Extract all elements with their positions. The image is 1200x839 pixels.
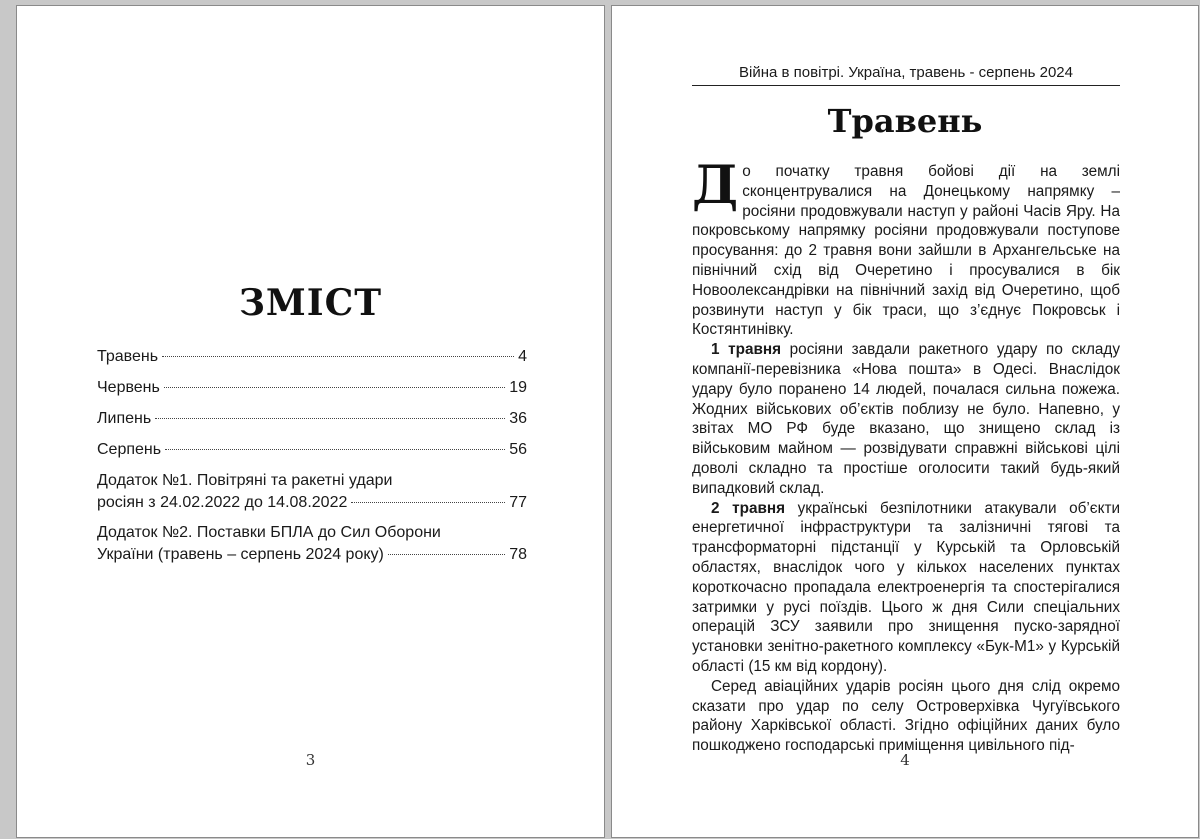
toc-entry-page: 78 bbox=[509, 546, 527, 563]
paragraph-text: українські безпілотники атакували об’єкти енергетичної інфраструктури та залізничні тягові та трансформаторні підстанції у Курській та Орловській областях, внаслідок чого у кількох населених пунктах короткочасно пропадала електроенергія та спостерігалися затримки у русі поїздів. Цього ж дня Сили спеціальних операцій ЗСУ заявили про знищення пуско-зарядної установки зенітно-ракетного комплексу «Бук-М1» у Курській області (15 км від кордону). bbox=[692, 499, 1120, 675]
paragraph-text: о початку травня бойові дії на землі сконцентрувалися на Донецькому напрямку – росіяни продовжували наступ у районі Часів Яру. На покровському напрямку росіяни продовжували поступове просування: до 2 травня вони зайшли в Архангельське на північний схід від Очеретино і просувалися в бік Новоолександрівки на північний захід від Очеретино, щоб розвинути наступ у бік траси, що з’єднує Покровськ і Костянтинівку. bbox=[692, 163, 1120, 339]
paragraph bbox=[692, 499, 1120, 677]
toc-entry[interactable] bbox=[97, 439, 527, 461]
toc-leader-dots bbox=[388, 553, 505, 555]
drop-cap: Д bbox=[692, 155, 739, 216]
paragraph bbox=[692, 155, 1120, 340]
toc-leader-dots bbox=[162, 355, 514, 357]
toc-entry-page: 19 bbox=[509, 379, 527, 396]
chapter-title: Травень bbox=[827, 102, 983, 140]
left-page bbox=[16, 5, 605, 838]
toc-entry-label: росіян з 24.02.2022 до 14.08.2022 bbox=[97, 494, 348, 511]
toc-entry-line1: Додаток №1. Повітряні та ракетні удари bbox=[97, 472, 393, 489]
toc-entry-label: Червень bbox=[97, 379, 160, 396]
toc-title: ЗМІСТ bbox=[238, 282, 383, 324]
toc-leader-dots bbox=[351, 501, 505, 503]
paragraph bbox=[692, 677, 1120, 756]
right-page bbox=[611, 5, 1199, 838]
toc-entry-line1: Додаток №2. Поставки БПЛА до Сил Оборони bbox=[97, 524, 441, 541]
toc-entry-label: України (травень – серпень 2024 року) bbox=[97, 546, 384, 563]
toc-entry-label: Травень bbox=[97, 348, 159, 365]
toc-entry-label: Липень bbox=[97, 410, 152, 427]
body-text bbox=[692, 155, 1120, 756]
toc-entry[interactable] bbox=[97, 522, 527, 566]
toc-leader-dots bbox=[165, 448, 505, 450]
toc-leader-dots bbox=[164, 386, 505, 388]
date-lead: 2 травня bbox=[711, 499, 786, 517]
paragraph-text: росіяни завдали ракетного удару по складу компанії-перевізника «Нова пошта» в Одесі. Внаслідок удару було поранено 14 людей, почалася сильна пожежа. Жодних військових об’єктів поблизу не було. Напевно, у звітах МО РФ буде вказано, що знищено склад із військовим майном — розвідувати справжні військові цілі доволі складно та простіше оголосити такий будь-який випадковий склад. bbox=[692, 341, 1120, 497]
page-number: 4 bbox=[900, 751, 910, 769]
toc-leader-dots bbox=[155, 417, 505, 419]
page-number: 3 bbox=[305, 751, 316, 769]
running-head: Війна в повітрі. Україна, травень - серпень 2024 bbox=[692, 64, 1120, 86]
toc-entry[interactable] bbox=[97, 408, 527, 430]
toc-entry-page: 77 bbox=[509, 494, 527, 511]
toc-entry[interactable] bbox=[97, 346, 527, 368]
toc-entry[interactable] bbox=[97, 470, 527, 514]
paragraph-text: Серед авіаційних ударів росіян цього дня слід окремо сказати про удар по селу Островерхівка Чугуївського району Харківської області. Згідно офіційних даних було пошкоджено господарські приміщення цивільного під- bbox=[692, 677, 1120, 755]
toc-entry-page: 4 bbox=[518, 348, 527, 365]
toc-entry[interactable] bbox=[97, 377, 527, 399]
toc-entry-page: 36 bbox=[509, 410, 527, 427]
table-of-contents bbox=[97, 346, 527, 566]
paragraph bbox=[692, 340, 1120, 498]
toc-entry-page: 56 bbox=[509, 441, 527, 458]
date-lead: 1 травня bbox=[711, 341, 782, 359]
toc-entry-label: Серпень bbox=[97, 441, 162, 458]
